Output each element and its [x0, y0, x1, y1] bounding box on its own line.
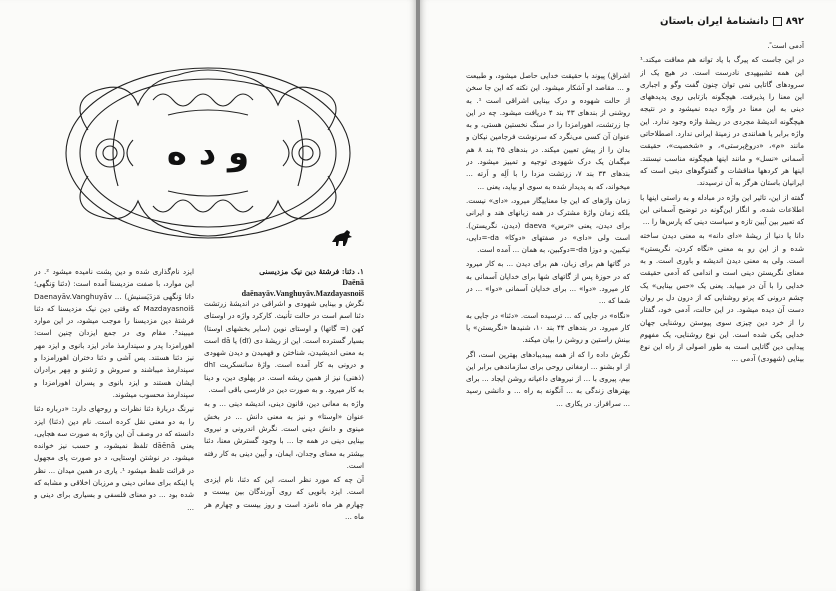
heading-number: ۱. [357, 267, 364, 276]
paragraph: دانا یا دنیا از ریشهٔ «دای دانه» به معنی دیدن ساخته شده و از این رو به معنی «نگاه کردن، نگریستن» است. ولی به معنی دیدن اندیشه و باوری است. و به معنای نگریستن دینی است و اندامی که آدمی حقیقت خدایی را با آن در مییابد. یعنی یک «حس بینایی» یک چشم درونی که پرتو روشنایی که از درون دل بر روان دست آن دیده میشود. در این حالت، آدمی خود، گفتار را از خرد دین چیزی سوی پیوستن روشنایی جهان خدایی یکی شده است. این نوع روشنایی، یک مفهوم پیدایی دین گاتایی است به طور اصولی از راه این نوع بینایی (شهودی) آدمی ... [640, 231, 804, 364]
right-page-column-left [466, 70, 630, 582]
left-page [0, 0, 416, 591]
paragraph: نگرش داده را که از همه بیبدیبادهای بهترین است، اگر از او بشنو ... ارمغانی روحی برای سازماندهی برابر این بیم، پیروی با ... از نیروهای داعیانه روشن ایجاد ... برای بهترهای زندگی به ... آنگونه به راه ... و دانشی رسید ... سرافراز. در یکاری ... [466, 349, 630, 408]
section-heading [204, 266, 364, 299]
right-page-column-right [640, 40, 804, 586]
ornamental-title-frame [58, 60, 358, 246]
running-header [660, 16, 804, 27]
paragraph: آدمی است ً. [767, 41, 804, 50]
left-page-column-right [204, 298, 364, 582]
heading-latin: Daēnā daēnayāv.Vanghuyāv.Mazdayasnoiš [241, 278, 364, 298]
paragraph: زمان واژهای که این جا معناییگار میرود، «دای» نیست. بلکه زمان واژهٔ مشترک در همه زبانهای هند و ایرانی برای دیدن، یعنی «ترس» daeva (دیدن، نگریستن). است ولی «دای» در صفتهای «دوکا» da-=دایی، نیکبین، و دوزا da-=دوکبین، به همان ... آمده است. [466, 195, 630, 255]
square-bullet-icon [773, 17, 782, 26]
paragraph: نیرنگ دربارهٔ دئنا نظرات و روحهای دارد: «درباره دئنا را به دو معنی نقل کرده است. نام دین (دئنا) ایزد دانسته که در وصف آن این واژه به صورت سه هجایی، یعنی dāēnā تلفظ نمیشود، و حسب نیز خوانده میشود. در نوشتن اوستایی، د دو صورت پای مجهول در قرائت تلفظ میشود ¹. یاری در همین میدان ... نظر یا اینکه برای معانی دینی و مرزبان اخلاقی و مشابه که شده بود ... دو معنای فلسفی و بسیاری برای دینی و ... [34, 404, 194, 512]
ornament-title: ﻭ ﺩ ﻩ [166, 133, 250, 173]
left-page-column-left [34, 266, 194, 582]
paragraph: گفته از این، تاثیر این واژه در مبادله و به راستی اینها با اطلاعات شده، و انگار این‌گونه در توضیح آسمانی این که تعبیر بین آیین تازه و سیاست دینی که پارس‌ها را ... [640, 192, 804, 227]
paragraph: در گاتها هم برای زبان، هم برای دیدن ... به کار میرود که در حوزهٔ پس از گاتهای شها برای خدایان آسمانی به کار میرود. «دوا» ... برای خدایان آسمانی «دوا» ... در شما که ... [466, 259, 630, 306]
paragraph: نگرش و بینایی شهودی و اشراقی در اندیشهٔ زرتشت دئنا اسم است در حالت تأنیث. کارکرد واژه در اوستای کهن (= گاتها) و اوستای نوین (سایر بخشهای اوستا) بسیار گسترده است. این از ریشهٔ دی (dī) یا dā است به معنی اندیشیدن، شناختن و فهمیدن و دیدن شهودی و درونی به کار آمده است. واژهٔ سانسکریت dhī (ذهنی) نیز از همین ریشه است. در پهلوی دین، و دینا به کار میرود. و به صورت دین در فارسی باقی است. [204, 299, 364, 395]
paragraph: «نگاه» در جایی که ... ترسیده است. «دئنا» در جایی به کار میرود. در بندهای ۴۴ بند ۱۰، شنیدها «نگریستن» یا بینش راستین و روشن را بیان میکند. [466, 310, 630, 345]
lion-emblem-icon [330, 228, 354, 248]
paragraph: اشراق) پیوند با حقیقت خدایی حاصل میشود، و طبیعت و ... مقاصد او آشکار میشود. این نکته که این جا سخن از حالت شهوده و درک بینایی اشراقی است ¹. به روشنی از بندهای ۴۳ بند ۴ دریافت میشود. چه در این جا زرتشت، اهورامزدا را در سنگ نخستین هستی، و به عنوان آن کسی می‌نگرد که سرنوشت فرجامین نیکان و بدان را از پیش تعیین میکند. در بندهای ۴۵ بند ۸ هم میگمان یک درک شهودی توجیه و تمییز میشود. در بندهای ۳۴ بند ۷، زرتشت مزدا را با اَلِه و اَرته ... میخواند، که به پدیدار شده به سوی او بیاید، یعنی ... [466, 71, 630, 191]
paragraph: آن چه که مورد نظر است، این که دئنا، نام ایزدی است. ایزد بانویی که روی آورندگان بین بیست و چهارم هر ماه نامزد است و روز بیست و چهارم هر ماه ... [204, 475, 364, 522]
heading-title: دئنا: فرشتهٔ دین نیک مزدیسنی [259, 267, 355, 276]
right-page [420, 0, 836, 591]
paragraph: در این جاست که پیرگ با یاد توانه هم معاقت میکند.¹ این همه تشبیهپدی نادرست است. در هیچ یک از سرودهای گاتایی نمی توان چنون گفت وگو و اجباری این معنا را پذیرفت. هیچگونه بازتابی روی پدیدههای دینی به این معنا در واژه دیده نمیشود و در نتیجه هیچگونه اندیشهٔ مجردی در ریشهٔ واژه وجود ندارد. این واژه برابر یا همانندی در زمینهٔ ایرانی ندارد. اصطلاحاتی مانند «م»، «دروغ‌پرستی»، و «شخصیت»، حقیقت آسمانی «نسل» و مانند اینها هیچگونه مناسب نیستند. اینها هر کردهها مناقشات و گفتوگوهای دینی است که ایرانیان باستان هرگز به آن نرسیدند. [640, 55, 804, 188]
paragraph: واژه به معانی دین، قانون دینی، اندیشه دینی ... و به عنوان «اوستا» و نیز به معنی دانش ... در بخش مینوی و دانش دینی است. نگرش اندرونی و نیروی بینایی دینی در همه جا ... با وجود گسترش معنا، دئنا بیشتر به معنای وجدان، ایمان، و آیین دینی به کار رفته است. [204, 399, 364, 470]
paragraph: ایزد نام‌گذاری شده و دین پشت نامیده میشود ². در این موارد، با صفت مزدیسنا آمده است: (دئنا وَنگهی؛ داتا وَنگهی مَزدَیَسنیش) Daenayāv.Vanghuyāv ... Mazdayasnoiš که وقتی دین نیک مزدیسنا که دئنا فرشتهٔ دین مزدیسنا را موجب میشود، در این موارد میبیند³. مقام وی در جمع ایزدان چنین است: اهورامزدا پدر و سپندارمذ مادر ایزد بانوی و ایزد مهر نیز دئنا هستند. پس آشی و دئنا دختران اهورامزدا و سپندارمذ میباشند و سروش و رَشنو و مِهر برادران ایشان هستند و ایزد بانوی و پسران اهورامزدا و سپندارمذ محسوب میشوند. [34, 267, 194, 399]
running-title: دانشنامهٔ ایران باستان [660, 16, 769, 27]
page-number: ۸۹۲ [785, 16, 804, 27]
